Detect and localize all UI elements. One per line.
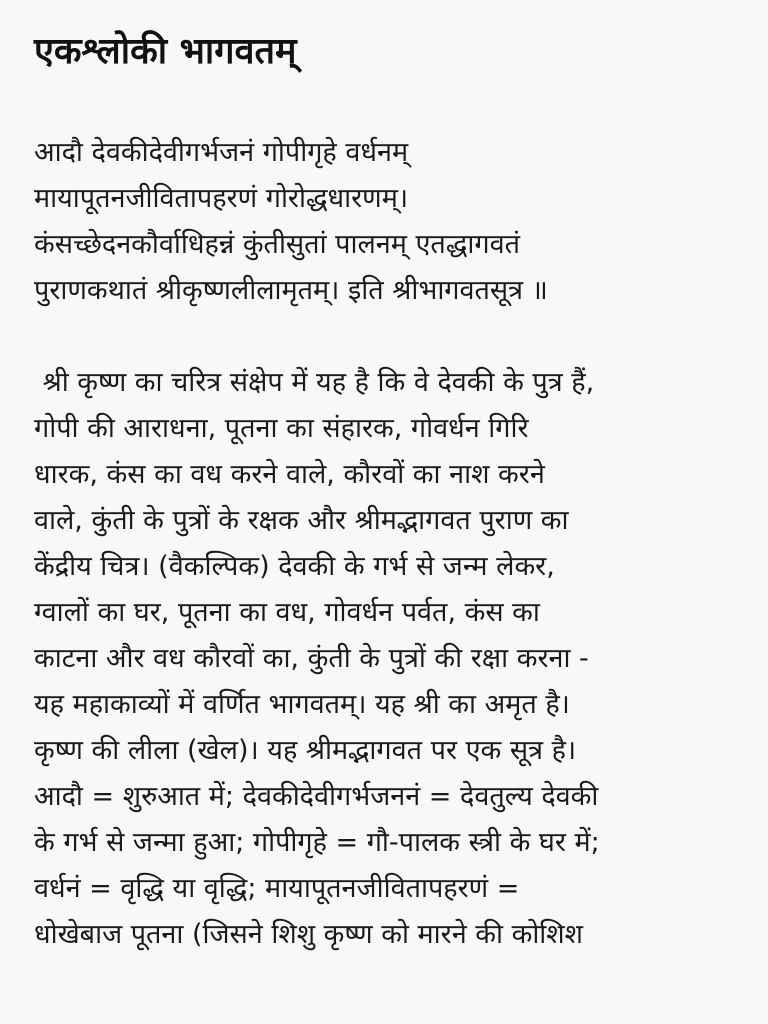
verse-line: कंसच्छेदनकौर्वाधिहन्नं कुंतीसुतां पालनम् एतद्धागवतं [34, 229, 520, 260]
commentary-line: आदौ = शुरुआत में; देवकीदेवीगर्भजननं = देवतुल्य देवकी [34, 781, 599, 812]
commentary-line: वर्धनं = वृद्धि या वृद्धि; मायापूतनजीवितापहरणं = [34, 873, 520, 904]
commentary-line: के गर्भ से जन्मा हुआ; गोपीगृहे = गौ-पालक स्त्री के घर में; [34, 827, 600, 858]
hindi-commentary [34, 360, 738, 958]
verse-line: पुराणकथातं श्रीकृष्णलीलामृतम्। इति श्रीभागवतसूत्र ॥ [34, 275, 548, 306]
verse-line: आदौ देवकीदेवीगर्भजनं गोपीगृहे वर्धनम् [34, 137, 409, 168]
commentary-line: केंद्रीय चित्र। (वैकल्पिक) देवकी के गर्भ से जन्म लेकर, [34, 551, 555, 582]
commentary-line: धोखेबाज पूतना (जिसने शिशु कृष्ण को मारने की कोशिश [34, 919, 584, 950]
commentary-line: श्री कृष्ण का चरित्र संक्षेप में यह है कि वे देवकी के पुत्र हैं, [34, 367, 595, 398]
commentary-line: गोपी की आराधना, पूतना का संहारक, गोवर्धन गिरि [34, 413, 529, 444]
commentary-line: धारक, कंस का वध करने वाले, कौरवों का नाश करने [34, 459, 545, 490]
commentary-line: ग्वालों का घर, पूतना का वध, गोवर्धन पर्वत, कंस का [34, 597, 540, 628]
commentary-line: यह महाकाव्यों में वर्णित भागवतम्। यह श्री का अमृत है। [34, 689, 570, 720]
commentary-line: वाले, कुंती के पुत्रों के रक्षक और श्रीमद्भागवत पुराण का [34, 505, 569, 536]
verse-line: मायापूतनजीवितापहरणं गोरोद्धधारणम्। [34, 183, 409, 214]
sanskrit-verse [34, 130, 738, 314]
commentary-line: कृष्ण की लीला (खेल)। यह श्रीमद्भागवत पर एक सूत्र है। [34, 735, 577, 766]
page-title: एकश्लोकी भागवतम् [34, 31, 297, 72]
commentary-line: काटना और वध कौरवों का, कुंती के पुत्रों की रक्षा करना - [34, 643, 589, 674]
